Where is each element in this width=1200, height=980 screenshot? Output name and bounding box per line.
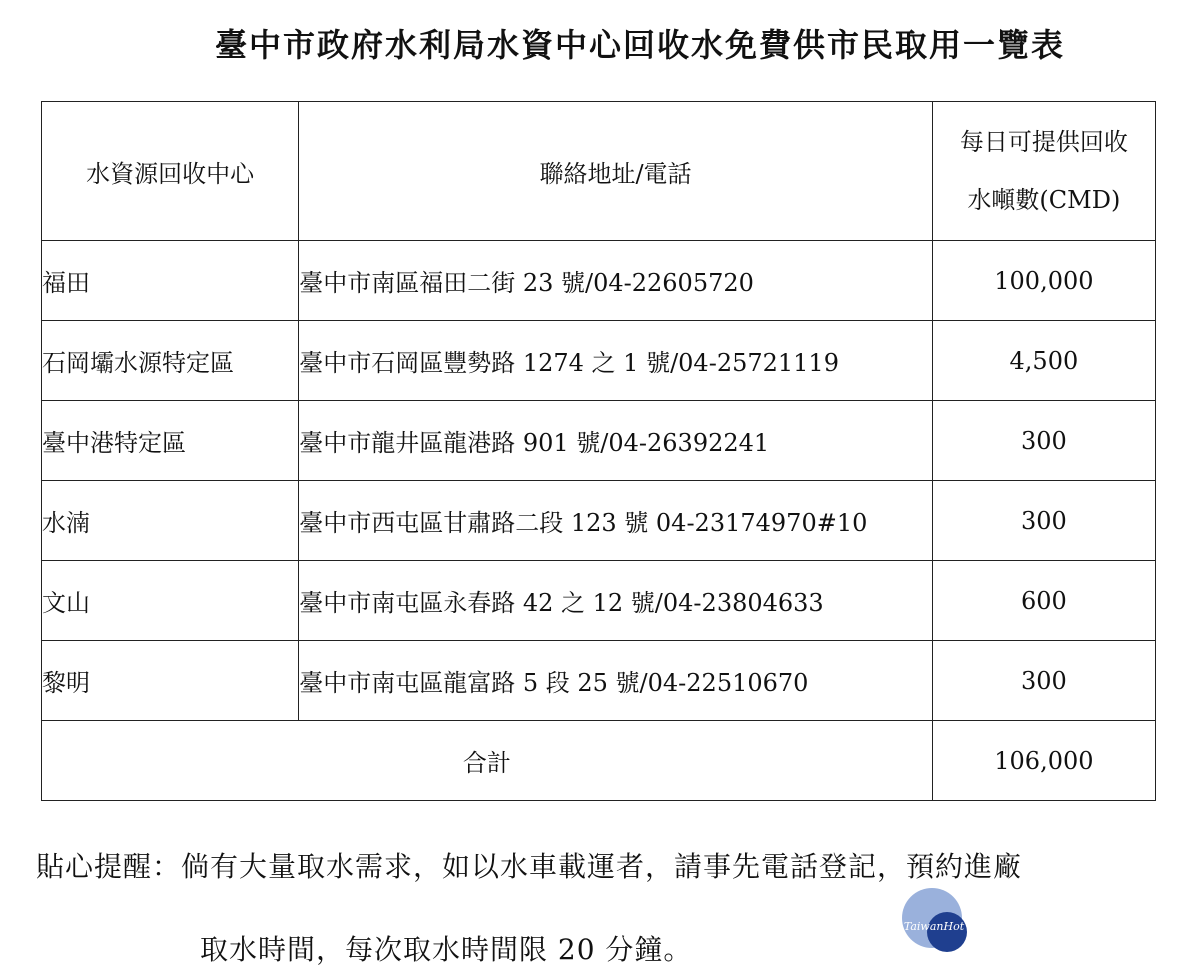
total-label: 合計 [42,721,933,801]
header-capacity-line2: 水噸數(CMD) [967,186,1121,214]
recycled-water-table [41,101,1156,801]
center-address: 臺中市南屯區龍富路 5 段 25 號/04-22510670 [299,641,933,721]
taiwanhot-logo [892,888,982,958]
center-capacity: 100,000 [932,241,1155,321]
table-header-row [42,102,1156,241]
table-total-row [42,721,1156,801]
center-address: 臺中市南區福田二街 23 號/04-22605720 [299,241,933,321]
table-row [42,641,1156,721]
center-name: 黎明 [42,641,299,721]
reminder-line-2: 取水時間，每次取水時間限 20 分鐘。 [200,933,693,966]
center-address: 臺中市南屯區永春路 42 之 12 號/04-23804633 [299,561,933,641]
center-address: 臺中市龍井區龍港路 901 號/04-26392241 [299,401,933,481]
center-name: 臺中港特定區 [42,401,299,481]
table-row [42,561,1156,641]
header-capacity-line1: 每日可提供回收 [959,128,1128,156]
taiwanhot-logo-icon [892,888,982,958]
center-address: 臺中市石岡區豐勢路 1274 之 1 號/04-25721119 [299,321,933,401]
table-row [42,321,1156,401]
center-name: 文山 [42,561,299,641]
table-row [42,481,1156,561]
page-title: 臺中市政府水利局水資中心回收水免費供市民取用一覽表 [214,26,1065,64]
center-capacity: 600 [932,561,1155,641]
center-capacity: 300 [932,641,1155,721]
center-address: 臺中市西屯區甘肅路二段 123 號 04-23174970#10 [299,481,933,561]
center-capacity: 300 [932,481,1155,561]
center-name: 水湳 [42,481,299,561]
table-row [42,401,1156,481]
center-name: 福田 [42,241,299,321]
center-capacity: 300 [932,401,1155,481]
center-capacity: 4,500 [932,321,1155,401]
center-name: 石岡壩水源特定區 [42,321,299,401]
total-value: 106,000 [932,721,1155,801]
header-address: 聯絡地址/電話 [299,102,933,241]
taiwanhot-logo-text: TaiwanHot [903,920,965,933]
reminder-line-1: 貼心提醒：倘有大量取水需求，如以水車載運者，請事先電話登記，預約進廠 [36,850,1023,883]
header-capacity [932,102,1155,241]
header-center: 水資源回收中心 [42,102,299,241]
table-row [42,241,1156,321]
